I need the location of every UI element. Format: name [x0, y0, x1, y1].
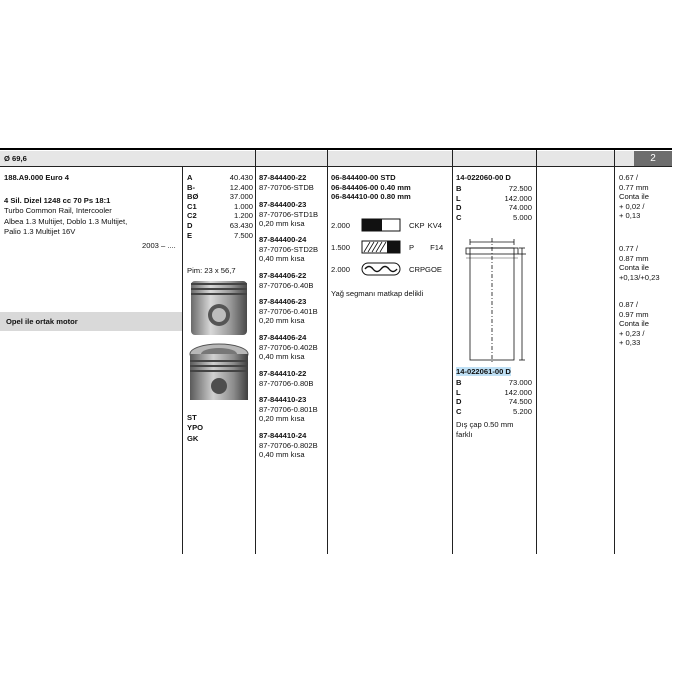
ring-type: CRPGOE [409, 264, 442, 274]
engine-code: 188.A9.000 Euro 4 [4, 173, 70, 182]
piston-note: 0,20 mm kısa [259, 219, 305, 229]
dim-row: A 40.430 [187, 173, 253, 182]
ring-set-code: 06-844400-00 STD [331, 173, 396, 182]
diameter-label: Ø 69,6 [4, 154, 27, 163]
cylinder-liner-drawing [458, 236, 534, 364]
piston-group [259, 431, 318, 460]
ring-width: 2.000 [331, 220, 351, 230]
gasket-group: 0.67 / 0.77 mm Conta ile + 0,02 / + 0,13 [619, 173, 649, 221]
piston-note: 0,40 mm kısa [259, 352, 305, 362]
dim-row: D 63.430 [187, 220, 253, 230]
piston-code: 87-844406-22 [259, 271, 307, 280]
dim-row: L 142.000 [456, 387, 532, 397]
gasket-group: 0.87 / 0.97 mm Conta ile + 0,23 / + 0,33 [619, 300, 649, 348]
piston-alt-code: 87-70706-0.80B [259, 378, 314, 388]
dim-row: E 7.500 [187, 230, 253, 240]
header-rule [0, 166, 672, 167]
dim-row: BØ 37.000 [187, 192, 253, 202]
ring-row [331, 218, 442, 232]
piston-alt-code: 87-70706-0.401B [259, 306, 318, 316]
ring-set-code: 06-844406-00 0.40 mm [331, 182, 411, 192]
engine-spec-line: 4 Sil. Dizel 1248 cc 70 Ps 18:1 [4, 196, 111, 205]
piston-note: 0,40 mm kısa [259, 254, 305, 264]
liner-note-line: farklı [456, 429, 473, 439]
dim-row: C1 1.000 [187, 201, 253, 211]
liner-code: 14-022061-00 D [456, 367, 511, 376]
piston-side-image [186, 279, 252, 337]
ring-type: P [409, 242, 415, 252]
piston-note: 0,20 mm kısa [259, 414, 305, 424]
piston-code: 87-844400-22 [259, 173, 307, 182]
liner-note [456, 420, 513, 439]
engine-spec [4, 196, 127, 238]
piston-group [259, 333, 318, 362]
legend-item: YPO [187, 423, 204, 433]
piston-group [259, 200, 318, 229]
column-divider [255, 150, 256, 554]
compression-ring-icon [361, 218, 401, 232]
ring-sets [331, 173, 411, 202]
piston-group [259, 395, 318, 424]
dim-row: C2 1.200 [187, 211, 253, 221]
piston-top-image [186, 340, 252, 406]
ring-note: Yağ segmanı matkap delikli [331, 289, 424, 298]
ring-type: CKP [409, 220, 425, 230]
piston-alt-code: 87-70706-STD1B [259, 209, 319, 219]
dim-row: C 5.200 [456, 406, 532, 416]
column-divider [614, 150, 615, 554]
ring-width: 2.000 [331, 264, 351, 274]
header-bar [0, 151, 634, 166]
ring-row [331, 240, 443, 254]
ring-row [331, 262, 442, 276]
piston-group [259, 173, 314, 192]
column-divider [327, 150, 328, 554]
piston-alt-code: 87-70706-0.802B [259, 440, 318, 450]
piston-alt-code: 87-70706-STD2B [259, 244, 319, 254]
piston-alt-code: 87-70706-0.402B [259, 342, 318, 352]
dim-row: B- 12.400 [187, 182, 253, 192]
piston-code: 87-844410-22 [259, 369, 307, 378]
ring-width: 1.500 [331, 242, 351, 252]
column-divider [452, 150, 453, 554]
pin-size: Pim: 23 x 56,7 [187, 266, 236, 275]
piston-code: 87-844406-24 [259, 333, 307, 342]
engine-years: 2003 – .... [142, 241, 176, 250]
oil-ring-icon [361, 262, 401, 276]
dim-row: D 74.500 [456, 397, 532, 407]
piston-code: 87-844410-23 [259, 395, 307, 404]
liner-note-line: Dış çap 0.50 mm [456, 420, 514, 429]
engine-spec-line: Turbo Common Rail, Intercooler [4, 206, 112, 216]
gasket-group: 0.77 / 0.87 mm Conta ile +0,13/+0,23 [619, 244, 660, 282]
dim-row: C 5.000 [456, 212, 532, 222]
legend-item: GK [187, 433, 199, 443]
ring-label: F14 [430, 242, 444, 252]
legend-item: ST [187, 413, 197, 422]
piston-group [259, 235, 318, 264]
dim-row: B 72.500 [456, 184, 532, 193]
liner-dimensions [456, 184, 532, 222]
piston-code: 87-844400-24 [259, 235, 307, 244]
liner-dimensions [456, 378, 532, 416]
ring-set-code: 06-844410-00 0.80 mm [331, 192, 411, 202]
engine-spec-line: Palio 1.3 Multijet 16V [4, 227, 76, 237]
piston-group [259, 297, 318, 326]
ring-label: KV4 [427, 220, 442, 230]
piston-dimensions [187, 173, 253, 240]
piston-group [259, 271, 313, 290]
column-divider [182, 166, 183, 554]
piston-code: 87-844410-24 [259, 431, 307, 440]
liner-code: 14-022060-00 D [456, 173, 511, 182]
piston-alt-code: 87-70706-STDB [259, 182, 314, 192]
liner-code-highlighted [456, 367, 511, 377]
dim-row: B 73.000 [456, 378, 532, 387]
scraper-ring-icon [361, 240, 401, 254]
piston-alt-code: 87-70706-0.40B [259, 280, 314, 290]
piston-group [259, 369, 313, 388]
piston-alt-code: 87-70706-0.801B [259, 404, 318, 414]
top-rule [0, 148, 672, 150]
page-number-badge: 2 [634, 151, 672, 166]
piston-note: 0,40 mm kısa [259, 450, 305, 460]
piston-note: 0,20 mm kısa [259, 316, 305, 326]
legend [187, 413, 203, 444]
engine-spec-line: Albea 1.3 Multijet, Doblo 1.3 Multijet, [4, 216, 128, 226]
piston-code: 87-844406-23 [259, 297, 307, 306]
dim-row: D 74.000 [456, 203, 532, 213]
engine-note: Opel ile ortak motor [6, 317, 78, 326]
piston-code: 87-844400-23 [259, 200, 307, 209]
column-divider [536, 150, 537, 554]
dim-row: L 142.000 [456, 193, 532, 203]
